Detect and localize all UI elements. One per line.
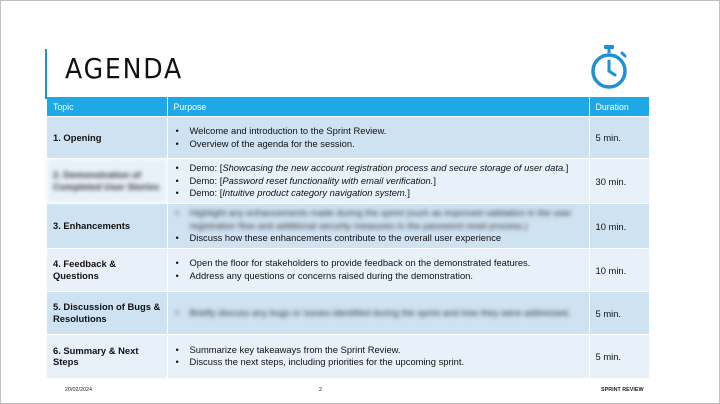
duration-cell: 5 min.: [589, 335, 649, 378]
footer-page-number: 2: [319, 387, 322, 393]
topic-cell: 6. Summary & Next Steps: [47, 335, 167, 378]
duration-cell: 10 min.: [589, 204, 649, 249]
table-row: [47, 292, 649, 335]
slide-title: AGENDA: [65, 52, 184, 85]
list-item: • Discuss the next steps, including priorities for the upcoming sprint.: [190, 356, 583, 369]
table-row: [47, 249, 649, 292]
topic-cell: 5. Discussion of Bugs & Resolutions: [47, 292, 167, 335]
list-item: • Demo: [Password reset functionality with email verification.]: [190, 175, 583, 188]
purpose-cell: [167, 335, 589, 378]
purpose-cell: [167, 117, 589, 159]
header-duration: Duration: [589, 97, 649, 117]
duration-cell: 5 min.: [589, 117, 649, 159]
list-item: • Open the floor for stakeholders to provide feedback on the demonstrated features.: [190, 257, 583, 270]
purpose-cell: [167, 249, 589, 292]
title-accent-bar: [45, 49, 47, 99]
footer-date: 20/02/2024: [65, 387, 92, 393]
stopwatch-icon: [587, 43, 631, 91]
table-header-row: [47, 97, 649, 117]
list-item: • Demo: [Intuitive product category navigation system.]: [190, 187, 583, 200]
header-purpose: Purpose: [167, 97, 589, 117]
list-item: • Briefly discuss any bugs or issues identified during the sprint and how they were addressed.: [190, 307, 583, 320]
list-item: • Overview of the agenda for the session.: [190, 138, 583, 151]
duration-cell: 10 min.: [589, 249, 649, 292]
table-row: [47, 159, 649, 204]
list-item: • Demo: [Showcasing the new account registration process and secure storage of user data.]: [190, 162, 583, 175]
footer-presentation-name: SPRINT REVIEW: [601, 387, 644, 393]
header-topic: Topic: [47, 97, 167, 117]
agenda-table: [47, 97, 650, 378]
list-item: • Highlight any enhancements made during the sprint (such as improved validation in the user registration flow and additional security measures in the password reset process.): [190, 207, 583, 232]
topic-cell: 3. Enhancements: [47, 204, 167, 249]
purpose-cell: [167, 292, 589, 335]
table-row: [47, 335, 649, 378]
table-row: [47, 204, 649, 249]
table-row: [47, 117, 649, 159]
list-item: • Summarize key takeaways from the Sprint Review.: [190, 344, 583, 357]
purpose-cell: [167, 159, 589, 204]
duration-cell: 5 min.: [589, 292, 649, 335]
list-item: • Address any questions or concerns raised during the demonstration.: [190, 270, 583, 283]
list-item: • Discuss how these enhancements contribute to the overall user experience: [190, 232, 583, 245]
topic-cell: 4. Feedback & Questions: [47, 249, 167, 292]
duration-cell: 30 min.: [589, 159, 649, 204]
topic-cell: 1. Opening: [47, 117, 167, 159]
list-item: • Welcome and introduction to the Sprint Review.: [190, 125, 583, 138]
purpose-cell: [167, 204, 589, 249]
topic-cell: 2. Demonstration of Completed User Stories: [47, 159, 167, 204]
